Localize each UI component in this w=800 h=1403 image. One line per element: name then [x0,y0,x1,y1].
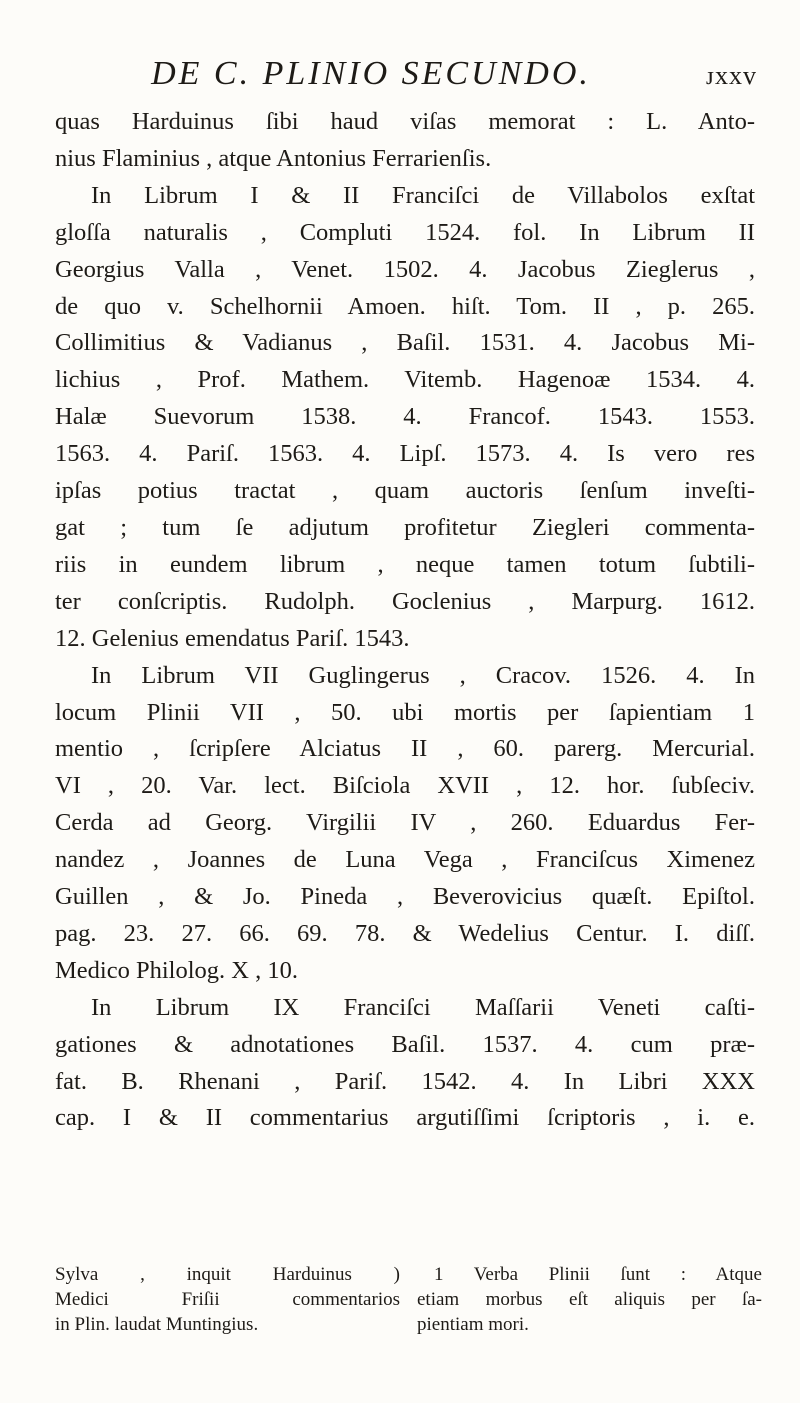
text-line: gationes & adnotationes Baſil. 1537. 4. cum præ- [55,1030,755,1058]
text-line: 12. Gelenius emendatus Pariſ. 1543. [55,624,410,652]
text-line: ipſas potius tractat , quam auctoris ſenſum inveſti- [55,477,755,505]
footnote-line: etiam morbus eſt aliquis per ſa- [417,1289,762,1310]
running-title: DE C. PLINIO SECUNDO. [151,55,591,92]
text-line: Cerda ad Georg. Virgilii IV , 260. Eduardus Fer- [55,809,755,837]
text-line: In Librum IX Franciſci Maſſarii Veneti caſti- [91,993,755,1021]
text-line: lichius , Prof. Mathem. Vitemb. Hagenoæ 1534. 4. [55,366,755,394]
text-line: gloſſa naturalis , Compluti 1524. fol. In Librum II [55,218,755,246]
running-head [95,52,757,96]
text-line: riis in eundem librum , neque tamen totum ſubtili- [55,550,755,578]
text-line: Georgius Valla , Venet. 1502. 4. Jacobus Zieglerus , [55,255,755,283]
text-line: VI , 20. Var. lect. Biſciola XVII , 12. hor. ſubſeciv. [55,772,755,800]
footnote-line: Sylva , inquit Harduinus ) [55,1264,400,1285]
text-line: mentio , ſcripſere Alciatus II , 60. parerg. Mercurial. [55,735,755,763]
text-line: Halæ Suevorum 1538. 4. Francof. 1543. 1553. [55,403,755,431]
text-line: locum Plinii VII , 50. ubi mortis per ſapientiam 1 [55,698,755,726]
text-line: cap. I & II commentarius argutiſſimi ſcriptoris , i. e. [55,1104,755,1132]
text-line: ter conſcriptis. Rudolph. Goclenius , Marpurg. 1612. [55,587,755,615]
body-text [55,104,755,1137]
text-line: Collimitius & Vadianus , Baſil. 1531. 4. Jacobus Mi- [55,329,755,357]
text-line: pag. 23. 27. 66. 69. 78. & Wedelius Centur. I. diſſ. [55,919,755,947]
footnote-left [55,1262,400,1337]
text-line: Medico Philolog. X , 10. [55,956,298,984]
text-line: 1563. 4. Pariſ. 1563. 4. Lipſ. 1573. 4. Is vero res [55,440,755,468]
text-line: quas Harduinus ſibi haud viſas memorat : L. Anto- [55,108,755,135]
footnote-line: Medici Friſii commentarios [55,1289,400,1310]
footnote-line: pientiam mori. [417,1314,529,1335]
text-line: de quo v. Schelhornii Amoen. hiſt. Tom. II , p. 265. [55,292,755,320]
text-line: Guillen , & Jo. Pineda , Beverovicius quæſt. Epiſtol. [55,883,755,911]
footnote-line: in Plin. laudat Muntingius. [55,1314,259,1335]
footnote-right [417,1262,762,1337]
text-line: In Librum VII Guglingerus , Cracov. 1526. 4. In [91,661,755,689]
text-line: gat ; tum ſe adjutum profitetur Ziegleri commenta- [55,513,755,541]
text-line: nius Flaminius , atque Antonius Ferrarienſis. [55,144,492,172]
text-line: nandez , Joannes de Luna Vega , Franciſcus Ximenez [55,846,755,874]
text-line: fat. B. Rhenani , Pariſ. 1542. 4. In Libri XXX [55,1067,755,1095]
footnote-line: 1 Verba Plinii ſunt : Atque [434,1264,762,1285]
text-line: In Librum I & II Franciſci de Villabolos exſtat [91,181,755,209]
page-number: ᴊxxv [706,61,757,90]
